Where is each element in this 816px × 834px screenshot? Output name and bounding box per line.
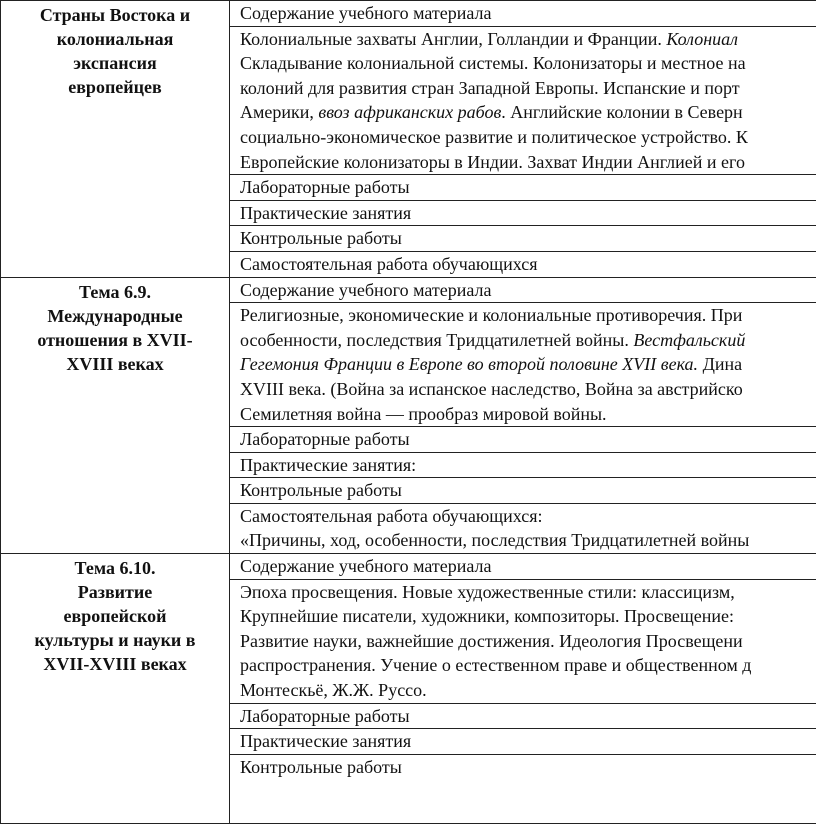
practical-row: Практические занятия [230,201,816,227]
content-line: колоний для развития стран Западной Европы. Испанские и порт [240,77,740,98]
content-cell [230,1,816,278]
control-work-row: Контрольные работы [230,226,816,252]
content-line: Гегемония Франции в Европе во второй половине XVII века. Дина [240,354,743,375]
content-line: особенности, последствия Тридцатилетней войны. Вестфальский [240,329,746,350]
topic-line: культуры и науки в [34,630,196,651]
independent-work-row: Самостоятельная работа обучающихся [240,253,538,274]
content-line: Крупнейшие писатели, художники, композиторы. Просвещение: [240,606,734,627]
practical-row: Практические занятия: [230,453,816,479]
topic-line: Развитие [77,582,153,603]
topic-cell [1,1,230,278]
independent-work-topic: «Причины, ход, особенности, последствия Тридцатилетней войны [240,530,750,551]
independent-work-row [230,504,816,553]
topic-line: экспансия [73,53,157,73]
topic-line: XVIII веках [66,353,164,374]
topic-line: Страны Востока и [39,5,191,25]
topic-line: Международные [47,305,183,326]
topic-line: отношения в XVII- [37,329,193,350]
content-line: распространения. Учение о естественном праве и общественном д [240,655,752,676]
content-line: социально-экономическое развитие и политическое устройство. К [240,126,748,147]
control-work-row: Контрольные работы [240,756,402,777]
lab-work-row: Лабораторные работы [230,427,816,453]
content-line: Европейские колонизаторы в Индии. Захват Индии Англией и его [240,151,745,172]
content-cell [230,554,816,824]
content-line: Складывание колониальной системы. Колонизаторы и местное на [240,53,746,74]
section-row [1,277,816,554]
topic-line: колониальная [56,29,174,49]
content-body [230,580,816,704]
content-line: Эпоха просвещения. Новые художественные стили: классицизм, [240,581,735,602]
content-header: Содержание учебного материала [230,1,816,27]
content-line: Колониальные захваты Англии, Голландии и Франции. Колониал [240,28,739,49]
lab-work-row: Лабораторные работы [230,175,816,201]
control-work-row: Контрольные работы [230,478,816,504]
practical-row: Практические занятия [230,729,816,755]
topic-line: XVII-XVIII веках [43,654,187,675]
section-row [1,554,816,824]
content-cell [230,277,816,554]
content-line: Религиозные, экономические и колониальные противоречия. При [240,305,743,326]
content-line: Развитие науки, важнейшие достижения. Идеология Просвещени [240,630,743,651]
content-header: Содержание учебного материала [230,554,816,580]
topic-line: европейской [63,606,167,627]
independent-work-title: Самостоятельная работа обучающихся: [240,505,543,526]
content-line: Монтескьё, Ж.Ж. Руссо. [240,680,427,701]
content-line: XVIII века. (Война за испанское наследство, Война за австрийско [240,378,743,399]
content-body [230,303,816,427]
topic-cell [1,277,230,554]
content-body [230,27,816,176]
topic-line: Тема 6.10. [74,558,156,579]
content-line: Семилетняя война — прообраз мировой войны. [240,403,607,424]
topic-line: Тема 6.9. [79,281,151,302]
topic-line: европейцев [68,77,162,97]
content-header: Содержание учебного материала [230,278,816,304]
topic-cell [1,554,230,824]
lab-work-row: Лабораторные работы [230,704,816,730]
section-row [1,1,816,278]
content-line: Америки, ввоз африканских рабов. Английские колонии в Северн [240,102,743,123]
